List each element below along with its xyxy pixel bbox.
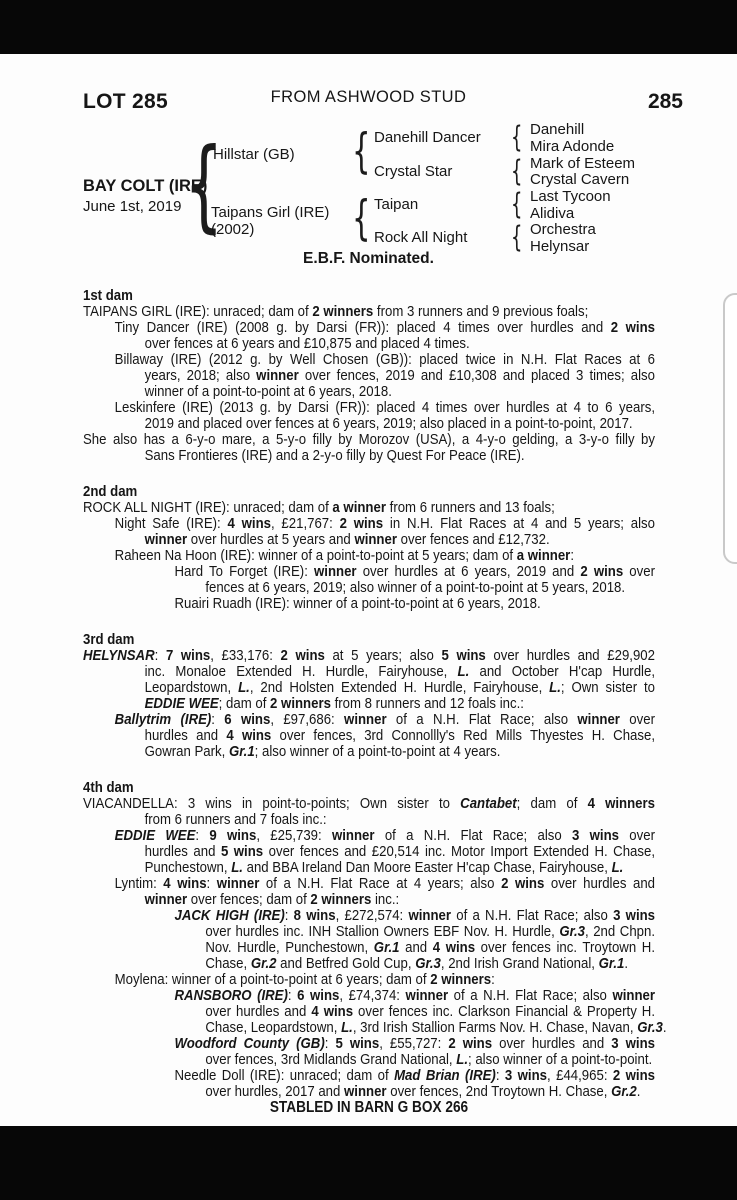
pedigree-line [83,1019,667,1036]
consignor-title: FROM ASHWOOD STUD [270,88,467,106]
text-run: ; also winner of a point-to-point. [468,1051,653,1068]
text-run: : [491,971,495,988]
pedigree-line [83,384,655,400]
pedigree-line [83,712,655,728]
text-run: winner [405,987,449,1004]
pedigree-line [83,744,655,760]
text-run: 4 wins [226,727,272,744]
text-run: , £25,739: [256,827,332,844]
dam-sire-name: Taipan [374,196,419,213]
text-run: L. [549,679,561,696]
text-run: over fences and £20,514 inc. Motor Import Extended H. Chase, [263,843,656,860]
pedigree-line [83,1068,655,1084]
text-run: , £44,965: [547,1067,613,1084]
great-granddam: Mira Adonde [530,138,615,155]
text-run: over fences, 3rd Midlands Grand National, [205,1051,457,1068]
pedigree-line [83,352,655,368]
text-run: winner [408,907,451,924]
text-run: ; Own sister to [560,679,656,696]
pedigree-brace-icon: { [511,187,523,221]
text-run: over fences, 3rd Connollly's Red Mills Thyestes H. Chase, [271,727,655,744]
text-run: Gr.2 [250,955,277,972]
pedigree-line [83,1004,655,1020]
text-run: , 2nd Holsten Extended H. Hurdle, Fairyhouse, [249,679,550,696]
pedigree-line [83,940,655,956]
text-run: : [154,647,166,664]
text-run: , 2nd Chpn. [585,923,656,940]
text-run: winner [344,1083,387,1100]
text-run: over fences inc. Clarkson Financial & Property H. [353,1003,656,1020]
pedigree-line [83,304,655,320]
text-run: hurdles and [144,843,221,860]
text-run: over fences and £12,732. [396,531,550,548]
text-run: over hurdles and [544,875,656,892]
text-run: . [636,1083,641,1100]
text-run: RANSBORO (IRE) [174,987,288,1004]
text-run: over hurdles, 2017 and [205,1083,345,1100]
text-run: winner [256,367,299,384]
text-run: L. [231,859,243,876]
text-run: over fences inc. Troytown H. [475,939,655,956]
text-run: Woodford County (GB) [174,1035,325,1052]
pedigree-brace-icon: { [511,220,523,254]
pedigree-line [83,1084,655,1100]
pedigree-line [83,988,655,1004]
text-run: winner [612,987,655,1004]
text-run: JACK HIGH (IRE) [174,907,285,924]
text-run: winner [354,531,397,548]
pedigree-line [83,320,655,336]
stabling-note: STABLED IN BARN G BOX 266 [269,1099,469,1116]
text-run: Gr.3 [637,1019,663,1036]
text-run: 3 wins [613,907,656,924]
lot-number: LOT 285 [83,90,168,113]
text-run: hurdles and [144,727,227,744]
text-run: . [624,955,628,972]
text-run: : [195,827,210,844]
text-run: Sans Frontieres (IRE) and a 2-y-o filly by Quest For Peace (IRE). [144,447,525,464]
text-run: over fences at 6 years and £10,875 and placed 4 times. [144,335,470,352]
text-run: winner [577,711,620,728]
text-run: 4 wins [227,515,271,532]
text-run: over fences, 2nd Troytown H. Chase, [386,1083,612,1100]
pedigree-line [83,812,655,828]
text-run: 3 wins [611,1035,656,1052]
pedigree-line [83,448,655,464]
text-run: Gr.3 [415,955,441,972]
top-letterbox-bar [0,0,737,54]
sire-name: Hillstar (GB) [213,146,295,163]
pedigree-line [83,1036,655,1052]
dam-section [83,632,655,760]
pedigree-line [83,828,655,844]
text-run: winner [144,891,188,908]
section-heading: 2nd dam [83,483,138,500]
section-heading: 1st dam [83,287,133,304]
text-run: over [619,827,655,844]
pedigree-line [83,564,655,580]
pedigree-line [83,728,655,744]
great-grandsire: Mark of Esteem [530,155,636,172]
text-run: 2 wins [610,319,655,336]
text-run: winner [331,827,375,844]
text-run: over fences, 2019 and £10,308 and placed 3 times; also [298,367,655,384]
text-run: Ruairi Ruadh (IRE): winner of a point-to-point at 6 years, 2018. [174,595,541,612]
text-run: over hurdles at 5 years and [187,531,355,548]
text-run: years, 2018; also [144,367,257,384]
pedigree-line [83,860,655,876]
text-run: Chase, Leopardstown, [205,1019,342,1036]
text-run: over [619,711,655,728]
subject-name: BAY COLT (IRE) [83,177,208,195]
text-run: from 3 runners and 9 previous foals; [373,303,589,320]
text-run: , £21,767: [270,515,340,532]
text-run: Mad Brian (IRE) [394,1067,496,1084]
text-run: winner of a point-to-point at 6 years, 2018. [144,383,392,400]
text-run: L. [456,1051,468,1068]
pedigree-brace-icon: { [352,124,371,179]
pedigree-line [83,416,655,432]
text-run: 4 wins [163,875,207,892]
page-number: 285 [647,90,683,113]
text-run: 8 wins [293,907,336,924]
pedigree-brace-icon: { [352,191,371,246]
section-heading: 4th dam [83,779,134,796]
text-run: Raheen Na Hoon (IRE): winner of a point-to-point at 5 years; dam of [114,547,517,564]
text-run: Lyntim: [114,875,164,892]
great-granddam: Crystal Cavern [530,171,630,188]
text-run: Hard To Forget (IRE): [174,563,315,580]
section-heading: 3rd dam [83,631,135,648]
text-run: 4 winners [587,795,655,812]
dam-year: (2002) [211,221,255,238]
dam-dam-name: Rock All Night [374,229,468,246]
text-run: : [211,711,225,728]
text-run: in N.H. Flat Races at 4 and 5 years; also [383,515,655,532]
pedigree-line [83,648,655,664]
text-run: ROCK ALL NIGHT (IRE): unraced; dam of [83,499,333,516]
text-run: inc.: [371,891,400,908]
text-run: EDDIE WEE [114,827,196,844]
text-run: TAIPANS GIRL (IRE): unraced; dam of [83,303,313,320]
text-run: Chase, [205,955,251,972]
text-run: , £55,727: [379,1035,449,1052]
text-run: Gr.1 [598,955,625,972]
text-run: L. [238,679,250,696]
great-granddam: Helynsar [530,238,590,255]
text-run: 2 winners [312,303,374,320]
text-run: inc. Monaloe Extended H. Hurdle, Fairyhouse, [144,663,458,680]
text-run: 2 winners [430,971,492,988]
text-run: over hurdles and £29,902 [485,647,655,664]
text-run: ; dam of [516,795,588,812]
pedigree-line [83,844,655,860]
text-run: L. [457,663,470,680]
pedigree-brace-icon: { [184,126,224,243]
dam-name: Taipans Girl (IRE) [211,204,330,221]
text-run: : [570,547,574,564]
text-run: , 3rd Irish Stallion Farms Nov. H. Chase, Navan, [352,1019,638,1036]
pedigree-line [83,956,655,972]
pedigree-brace-icon: { [511,120,523,154]
pedigree-line [83,664,655,680]
dam-section [83,779,667,1100]
great-granddam: Alidiva [530,205,575,222]
text-run: and [399,939,433,956]
text-run: winner [144,531,188,548]
text-run: Needle Doll (IRE): unraced; dam of [174,1067,395,1084]
text-run: a winner [332,499,386,516]
text-run: , £74,374: [339,987,406,1004]
text-run: 2 wins [501,875,545,892]
text-run: of a N.H. Flat Race; also [448,987,613,1004]
pedigree-line [83,892,655,908]
text-run: over hurdles inc. INH Stallion Owners EBF Nov. H. Hurdle, [205,923,560,940]
text-run: 5 wins [441,647,486,664]
pedigree-line [83,924,655,940]
text-run: : [324,1035,336,1052]
text-run: , £33,176: [210,647,281,664]
text-run: 2 wins [580,563,624,580]
text-run: ; dam of [218,695,271,712]
text-run: 3 wins [572,827,620,844]
text-run: EDDIE WEE [144,695,219,712]
pedigree-text [83,287,667,1116]
text-run: : [495,1067,505,1084]
text-run: Gowran Park, [144,743,229,760]
text-run: 2 wins [612,1067,655,1084]
text-run: , 2nd Irish Grand National, [440,955,599,972]
text-run: of a N.H. Flat Race; also [450,907,614,924]
pedigree-line [83,696,655,712]
text-run: 6 wins [297,987,340,1004]
text-run: Moylena: winner of a point-to-point at 6 years; dam of [114,971,431,988]
text-run: Leskinfere (IRE) (2013 g. by Darsi (FR)): placed 4 times over hurdles at 4 to 6 years, [114,399,656,416]
subject-foal-date: June 1st, 2019 [83,198,182,215]
text-run: 9 wins [209,827,257,844]
dam-section [83,288,655,464]
pedigree-line [83,500,655,516]
text-run: 2 wins [448,1035,493,1052]
pedigree-line [83,796,655,812]
text-run: 2019 and placed over fences at 6 years, 2019; also placed in a point-to-point, 2017. [144,415,633,432]
text-run: and Betfred Gold Cup, [276,955,416,972]
text-run: L. [341,1019,353,1036]
text-run: L. [611,859,624,876]
text-run: fences at 6 years, 2019; also winner of a point-to-point at 5 years, 2018. [205,579,626,596]
ebf-nominated-note: E.B.F. Nominated. [303,250,434,267]
pedigree-line [83,1052,655,1068]
text-run: 4 wins [311,1003,354,1020]
great-grandsire: Last Tycoon [530,188,611,205]
text-run: Ballytrim (IRE) [114,711,212,728]
text-run: 2 winners [270,695,331,712]
text-run: over hurdles at 6 years, 2019 and [356,563,581,580]
text-run: 2 winners [310,891,372,908]
text-run: Tiny Dancer (IRE) (2008 g. by Darsi (FR)): placed 4 times over hurdles and [114,319,611,336]
pedigree-sections [83,287,667,1100]
text-run: ; also winner of a point-to-point at 4 years. [254,743,501,760]
text-run: , £97,686: [270,711,345,728]
text-run: VIACANDELLA: 3 wins in point-to-points; Own sister to [83,795,461,812]
text-run: of a N.H. Flat Race at 4 years; also [259,875,502,892]
pedigree-line [83,908,655,924]
text-run: and BBA Ireland Dan Moore Easter H'cap Chase, Fairyhouse, [242,859,612,876]
text-run: 4 wins [432,939,476,956]
text-run: 2 wins [280,647,325,664]
sire-sire-name: Danehill Dancer [374,129,481,146]
text-run: 5 wins [220,843,264,860]
text-run: , £272,574: [335,907,409,924]
text-run: : [284,907,294,924]
text-run: 6 wins [224,711,271,728]
pedigree-line [83,516,655,532]
text-run: Punchestown, [144,859,232,876]
text-run: winner [314,563,357,580]
pedigree-line [83,336,655,352]
text-run: Gr.3 [559,923,586,940]
text-run: winner [216,875,260,892]
text-run: 2 wins [339,515,384,532]
bottom-letterbox-bar [0,1126,737,1200]
text-run: HELYNSAR [83,647,155,664]
text-run: over hurdles and [205,1003,312,1020]
text-run: Cantabet [460,795,517,812]
pedigree-line [83,680,655,696]
pedigree-line [83,876,655,892]
text-run: Nov. Hurdle, Punchestown, [205,939,374,956]
text-run: Gr.1 [373,939,400,956]
pedigree-line [83,972,655,988]
text-run: Gr.1 [228,743,255,760]
text-run: over [623,563,655,580]
great-grandsire: Danehill [530,121,585,138]
pedigree-line [83,548,655,564]
pedigree-line [83,596,655,612]
text-run: over hurdles and [492,1035,612,1052]
text-run: Gr.2 [611,1083,637,1100]
text-run: Leopardstown, [144,679,239,696]
text-run: a winner [516,547,571,564]
text-run: at 5 years; also [324,647,442,664]
pedigree-line [83,432,655,448]
text-run: : [206,875,217,892]
text-run: Billaway (IRE) (2012 g. by Well Chosen (GB)): placed twice in N.H. Flat Races at 6 [114,351,656,368]
pedigree-brace-icon: { [511,154,523,188]
text-run: and October H'cap Hurdle, [469,663,655,680]
text-run: over fences; dam of [187,891,311,908]
text-run: from 6 runners and 13 foals; [385,499,555,516]
text-run: 7 wins [165,647,211,664]
text-run: : [287,987,298,1004]
text-run: . [662,1019,667,1036]
sire-dam-name: Crystal Star [374,163,453,180]
text-run: 3 wins [504,1067,548,1084]
text-run: winner [344,711,387,728]
text-run: of a N.H. Flat Race; also [374,827,573,844]
text-run: of a N.H. Flat Race; also [386,711,578,728]
text-run: from 8 runners and 12 foals inc.: [330,695,524,712]
text-run: She also has a 6-y-o mare, a 5-y-o filly by Morozov (USA), a 4-y-o gelding, a 3-y-o filly by [83,431,655,448]
great-grandsire: Orchestra [530,221,596,238]
text-run: from 6 runners and 7 foals inc.: [144,811,327,828]
dam-section [83,484,655,612]
pedigree-line [83,400,655,416]
pedigree-line [83,580,655,596]
text-run: Night Safe (IRE): [114,515,228,532]
text-run: 5 wins [335,1035,380,1052]
pedigree-line [83,532,655,548]
pedigree-line [83,368,655,384]
scrollbar-thumb[interactable] [723,293,737,564]
